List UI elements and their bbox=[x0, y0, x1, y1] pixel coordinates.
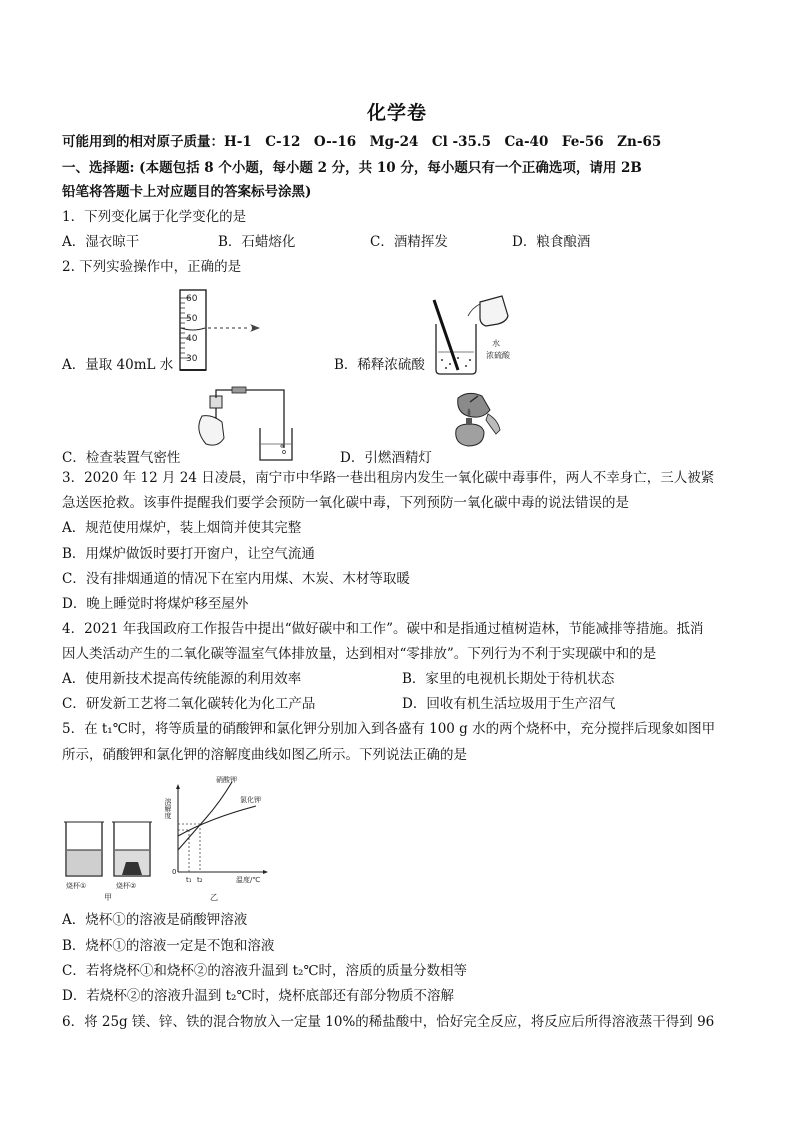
airtightness-figure bbox=[188, 386, 298, 464]
q5-option-b: B．烧杯①的溶液一定是不饱和溶液 bbox=[62, 938, 275, 954]
q5-option-c: C．若将烧杯①和烧杯②的溶液升温到 t₂℃时，溶质的质量分数相等 bbox=[62, 963, 468, 979]
q4-option-a: A．使用新技术提高传统能源的利用效率 bbox=[62, 671, 302, 687]
figure-yi-label: 乙 bbox=[210, 893, 218, 902]
q3-option-b: B．用煤炉做饭时要打开窗户，让空气流通 bbox=[62, 546, 315, 562]
q2-option-d: D．引燃酒精灯 bbox=[340, 450, 432, 466]
q3-stem-line1: 3．2020 年 12 月 24 日凌晨，南宁市中华路一巷出租房内发生一氧化碳中毒事件，两人不幸身亡，三人被紧 bbox=[62, 470, 715, 486]
solubility-figure bbox=[60, 772, 280, 906]
beaker-1-label: 烧杯① bbox=[66, 882, 87, 890]
beaker-2-label: 烧杯② bbox=[116, 882, 137, 890]
label-conc-acid: 浓硫酸 bbox=[486, 351, 510, 360]
t1-label: t₁ bbox=[186, 876, 192, 884]
q4-option-c: C．研发新工艺将二氧化碳转化为化工产品 bbox=[62, 696, 316, 712]
figure-jia-label: 甲 bbox=[104, 893, 112, 902]
q2-option-a: A．量取 40mL 水 bbox=[62, 357, 174, 373]
q1-option-b: B．石蜡熔化 bbox=[218, 234, 296, 250]
tick-label-60: 60 bbox=[186, 294, 198, 304]
label-water: 水 bbox=[492, 339, 500, 348]
kno3-label: 硝酸钾 bbox=[216, 776, 237, 784]
t2-label: t₂ bbox=[197, 876, 203, 884]
x-axis-label: 温度/℃ bbox=[236, 876, 261, 884]
q6-stem-line1: 6．将 25g 镁、锌、铁的混合物放入一定量 10%的稀盐酸中，恰好完全反应，将反应后所得溶液蒸干得到 96 bbox=[62, 1014, 715, 1030]
q5-stem-line1: 5．在 t₁℃时，将等质量的硝酸钾和氯化钾分别加入到各盛有 100 g 水的两个烧杯中，充分搅拌后现象如图甲 bbox=[62, 721, 716, 737]
kcl-label: 氯化钾 bbox=[240, 796, 261, 804]
q3-option-d: D．晚上睡觉时将煤炉移至屋外 bbox=[62, 596, 249, 612]
page-title: 化学卷 bbox=[366, 102, 427, 124]
q3-option-c: C．没有排烟通道的情况下在室内用煤、木炭、木材等取暖 bbox=[62, 571, 410, 587]
q4-option-b: B．家里的电视机长期处于待机状态 bbox=[402, 671, 615, 687]
dilution-figure bbox=[428, 294, 520, 376]
q1-option-c: C．酒精挥发 bbox=[370, 234, 448, 250]
q5-option-d: D．若烧杯②的溶液升温到 t₂℃时，烧杯底部还有部分物质不溶解 bbox=[62, 988, 455, 1004]
tick-label-30: 30 bbox=[186, 354, 198, 364]
tick-label-50: 50 bbox=[186, 314, 198, 324]
q2-option-c: C．检查装置气密性 bbox=[62, 450, 181, 466]
eye-icon bbox=[250, 324, 260, 332]
kcl-curve bbox=[178, 806, 256, 836]
q4-stem-line1: 4．2021 年我国政府工作报告中提出“做好碳中和工作”。碳中和是指通过植树造林，节能减排等措施。抵消 bbox=[62, 621, 704, 637]
atomic-masses: 可能用到的相对原子质量：H-1 C-12 O--16 Mg-24 Cl -35.5 Ca-40 Fe-56 Zn-65 bbox=[62, 134, 662, 150]
q2-stem: 2. 下列实验操作中，正确的是 bbox=[62, 259, 242, 275]
q4-stem-line2: 因人类活动产生的二氧化碳等温室气体排放量，达到相对“零排放”。下列行为不利于实现碳中和的是 bbox=[62, 646, 657, 662]
section-heading: 一、选择题: (本题包括 8 个小题，每小题 2 分，共 10 分，每小题只有一个正确选项，请用 2B bbox=[62, 160, 642, 176]
section-heading-cont: 铅笔将答题卡上对应题目的答案标号涂黑) bbox=[62, 184, 312, 200]
q3-option-a: A．规范使用煤炉，装上烟筒并使其完整 bbox=[62, 520, 302, 536]
graduated-cylinder-figure bbox=[172, 288, 272, 374]
q3-stem-line2: 急送医抢救。该事件提醒我们要学会预防一氧化碳中毒，下列预防一氧化碳中毒的说法错误的是 bbox=[62, 495, 629, 511]
tick-label-40: 40 bbox=[186, 334, 198, 344]
q1-option-d: D．粮食酿酒 bbox=[512, 234, 591, 250]
q1-option-a: A．湿衣晾干 bbox=[62, 234, 140, 250]
origin-label: 0 bbox=[172, 868, 177, 876]
q1-stem: 1．下列变化属于化学变化的是 bbox=[62, 209, 247, 225]
q2-option-b: B．稀释浓硫酸 bbox=[334, 357, 425, 373]
q4-option-d: D．回收有机生活垃圾用于生产沼气 bbox=[402, 696, 616, 712]
q5-stem-line2: 所示，硝酸钾和氯化钾的溶解度曲线如图乙所示。下列说法正确的是 bbox=[62, 747, 467, 763]
y-axis-label: 溶解度 bbox=[164, 798, 172, 819]
alcohol-lamp-figure bbox=[438, 390, 512, 450]
q5-option-a: A．烧杯①的溶液是硝酸钾溶液 bbox=[62, 912, 248, 928]
